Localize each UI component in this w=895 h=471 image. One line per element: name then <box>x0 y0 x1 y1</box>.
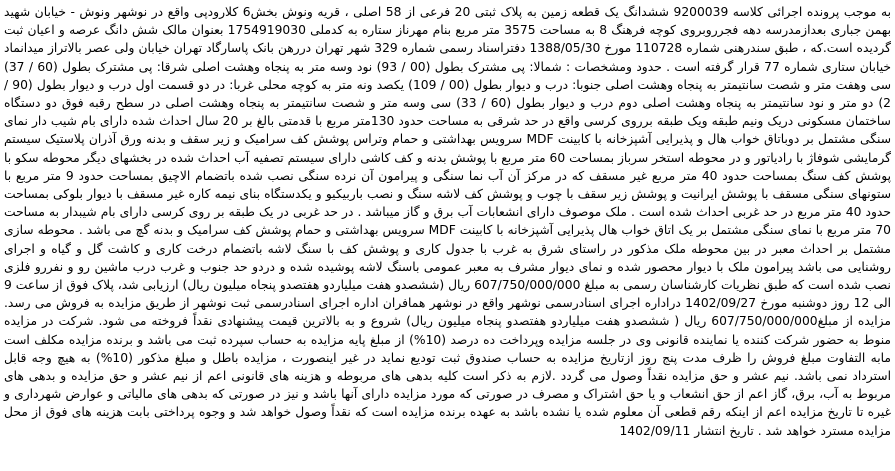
notice-body-text: به موجب پرونده اجرائی کلاسه 9200039 ششدانگ یک قطعه زمین به پلاک ثبتی 20 فرعی از 58 اصلی ، قریه ونوش بخش6 کلارودپی واقع در نوشهر ونوش - خیابان شهید بهمن جباری بعدازمدرسه دهه فجرروبروی کوچه فرهنگ 8 به مساحت 3575 متر مربع بنام مهرناز ستاره به کدملی 1754919030 بعنوان مالک شش دانگ عرصه و اعیان ثبت گردیده است.که ، طبق سندرهنی شماره 110728 مورخ 1388/05/30 دفتراسناد رسمی شماره 329 شهر تهران دررهن بانک پاسارگاد تهران خیابان ولی عصر بالاتراز میدانماد خیابان ستاری شماره 77 قرار گرفته است . حدود ومشخصات : شمالا: پی مشترک بطول (00 / 93) نود وسه متر به پنجاه وهشت اصلی شرقا: پی مشترک بطول (60 / 37) سی وهفت متر و شصت سانتیمتر به پنجاه وهشت اصلی جنوبا: درب و دیوار بطول (00 / 109) یکصد ونه متر به کوچه محلی غربا: در دو قسمت اول درب و دیوار بطول (90 / 2) دو متر و نود سانتیمتر به پنجاه وهشت اصلی دوم درب و دیوار بطول (60 / 33) سی وسه متر و شصت سانتیمتر به پنجاه وهشت اصلی در سطح رقبه فوق دو دستگاه ساختمان مسکونی دریک ونیم طبقه ویک طبقه برروی کرسی واقع در حد شرقی به مساحت حدود 130متر مربع با قدمتی بالغ بر 20 سال احداث شده دارای بام شیب دار نمای سنگی مشتمل بر دوباتاق خواب هال و پذیرایی آشپزخانه با کابینت MDF سرویس بهداشتی و حمام وتراس پوشش کف سرامیک و زیر سقف و بدنه ورق آذران پلاستیک سیستم گرمایشی شوفاژ با رادیاتور و در محوطه استخر سرباز بمساحت 60 متر مربع با پوشش بدنه و کف کاشی دارای سیستم تصفیه آب احداث شده در بخشهای دیگر محوطه سکو با پوشش کف سنگ بمساحت حدود 40 متر مربع غیر مسقف که در مرکز آن آب نما سنگی و پیرامون آن نرده سنگی نصب شده باتضمام الاچیق بمساحت حدود 9 متر مربع با ستونهای سنگی مسقف با پوشش ایرانیت و پوشش زیر سقف با چوب و پوشش کف لاشه سنگ و نصب باربیکیو و یکدستگاه بنای نیمه کاره غیر مسقف با دیوار بلوکی بمساحت حدود 40 متر مربع در حد غربی احداث شده است . ملک موصوف دارای انشعابات آب برق و گاز میباشد . در حد غربی در یک طبقه بر روی کرسی دارای بام شیبدار به مساحت 70 متر مربع با نمای سنگی مشتمل بر یک اتاق خواب هال پذیرایی آشپزخانه با کابینت MDF سرویس بهداشتی و حمام پوشش کف سرامیک و بدنه گچ می باشد . محوطه سازی مشتمل بر احداث معبر در بین محوطه ملک مذکور در راستای شرق به غرب با جدول کاری و پوشش کف با سنگ لاشه باتضمام درخت کاری و کاشت گل و گیاه و اجرای روشنایی می باشد پیرامون ملک با دیوار محصور شده و نمای دیوار مشرف به معبر عمومی باسنگ لاشه پوشیده شده و دردو حد جنوب و غرب درب ماشین رو و نفررو فلزی نصب شده است که طبق نظریات کارشناسان رسمی به مبلغ 607/750/000/000 ریال (ششصدو هفت میلیاردو هفتصدو پنجاه میلیون ریال) ارزیابی شد، پلاک فوق از ساعت 9 الی 12 روز دوشنبه مورخ 1402/09/27 دراداره اجرای اسنادرسمی نوشهر واقع در نوشهر همافران اداره اجرای اسنادرسمی ثبت نوشهر از طریق مزایده به فروش می رسد. مزایده از مبلغ607/750/000/000 ریال ( ششصدو هفت میلیاردو هفتصدو پنجاه میلیون ریال) شروع و به بالاترین قیمت پیشنهادی نقداً فروخته می شود. شرکت در مزایده منوط به حضور شرکت کننده یا نماینده قانونی وی در جلسه مزایده وپرداخت ده درصد (10%) از مبلغ پایه مزایده به حساب سپرده ثبت می باشد و برنده مزایده مکلف است مابه التفاوت مبلغ فروش را ظرف مدت پنج روز ازتاریخ مزایده به حساب صندوق ثبت تودیع نماید در غیر اینصورت ، مزایده باطل و مبلغ مذکور (10%) به هیچ وجه قابل استرداد نمی باشد. نیم عشر و حق مزایده نقداً وصول می گردد .لازم به ذکر است کلیه بدهی های مربوطه و هزینه های قانونی اعم از نیم عشر و حق مزایده و بدهی های مربوط به آب، برق، گاز اعم از حق انشعاب و یا حق اشتراک و مصرف در صورتی که مورد مزایده دارای آنها باشد و نیز در صورتی که بدهی های مالیاتی و عوارض شهرداری و غیره تا تاریخ مزایده اعم از اینکه رقم قطعی آن معلوم شده یا نشده باشد به عهده برنده مزایده است که نقداً وصول خواهد شد و وجوه پرداختی بابت هزینه های فوق از محل مزایده مسترد خواهد شد . تاریخ انتشار 1402/09/11 <box>4 5 892 438</box>
